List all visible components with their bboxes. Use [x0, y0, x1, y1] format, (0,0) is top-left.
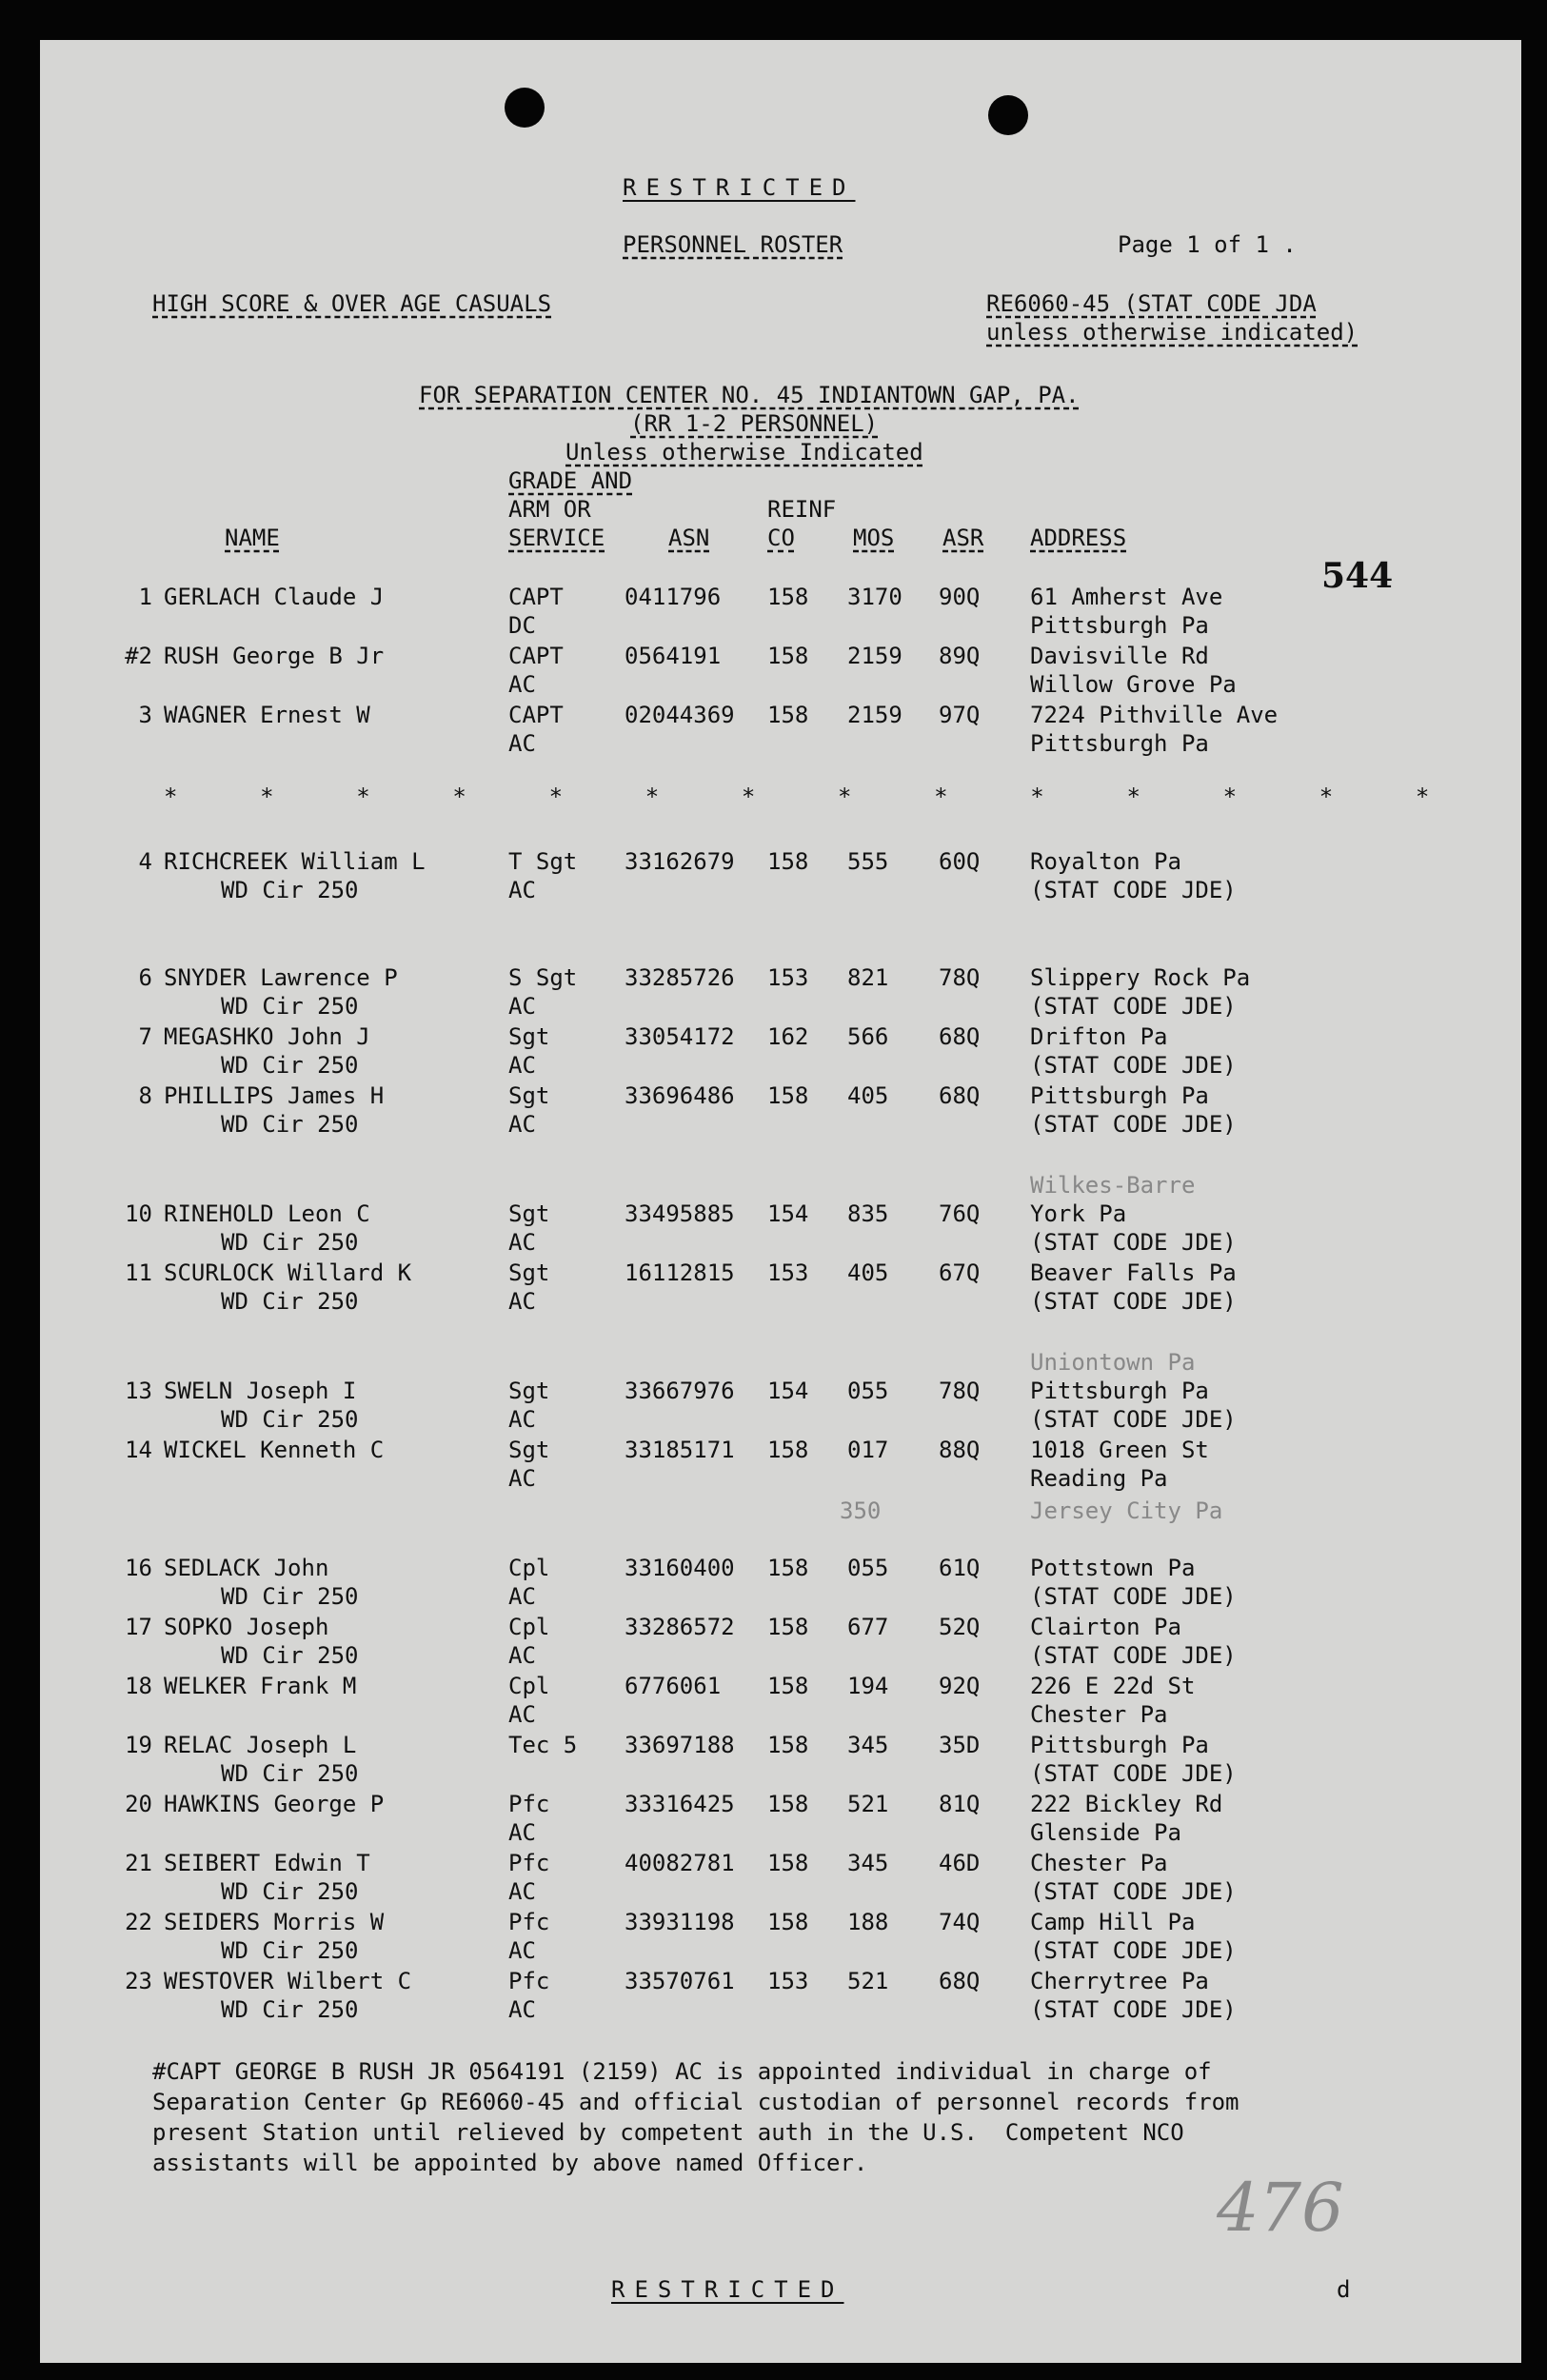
row-mos: 521 — [847, 1968, 889, 1994]
row-asn: 02044369 — [625, 702, 735, 728]
row-addr1: Pittsburgh Pa — [1030, 1378, 1209, 1404]
row-addr2: (STAT CODE JDE) — [1030, 1052, 1237, 1079]
row-name: SWELN Joseph I — [164, 1378, 357, 1404]
row-grade: Cpl — [508, 1555, 550, 1581]
row-asr: 68Q — [939, 1082, 981, 1109]
row-asn: 33286572 — [625, 1614, 735, 1640]
row-name: RINEHOLD Leon C — [164, 1200, 370, 1227]
faint-fragment: 350 — [840, 1497, 882, 1524]
row-arm: AC — [508, 1701, 536, 1728]
col-reinf-1: REINF — [767, 496, 837, 523]
row-no: 3 — [138, 702, 152, 728]
separator-stars: * * * * * * * * * * * * * * — [164, 783, 1430, 810]
handwritten-number: 476 — [1217, 2169, 1344, 2247]
row-arm: AC — [508, 1111, 536, 1138]
row-addr2: (STAT CODE JDE) — [1030, 993, 1237, 1020]
col-name: NAME — [225, 525, 280, 551]
row-no: 20 — [125, 1791, 152, 1817]
row-mos: 345 — [847, 1850, 889, 1876]
row-name: WAGNER Ernest W — [164, 702, 370, 728]
row-name2: WD Cir 250 — [221, 1642, 359, 1669]
row-co: 158 — [767, 1614, 809, 1640]
row-addr1: Chester Pa — [1030, 1850, 1168, 1876]
row-name2: WD Cir 250 — [221, 1288, 359, 1315]
row-addr2: (STAT CODE JDE) — [1030, 1229, 1237, 1256]
row-grade: Pfc — [508, 1791, 550, 1817]
row-arm: AC — [508, 1937, 536, 1964]
row-mos: 055 — [847, 1555, 889, 1581]
row-addr2: Chester Pa — [1030, 1701, 1168, 1728]
unless-line: Unless otherwise Indicated — [565, 439, 923, 466]
row-name: SNYDER Lawrence P — [164, 964, 398, 991]
row-asn: 33667976 — [625, 1378, 735, 1404]
row-addr1: Pittsburgh Pa — [1030, 1732, 1209, 1758]
row-addr1: 1018 Green St — [1030, 1437, 1209, 1463]
row-co: 158 — [767, 1850, 809, 1876]
row-no: 19 — [125, 1732, 152, 1758]
row-no: 4 — [138, 848, 152, 875]
row-asr: 97Q — [939, 702, 981, 728]
row-addr2: (STAT CODE JDE) — [1030, 1583, 1237, 1610]
row-name2: WD Cir 250 — [221, 1052, 359, 1079]
faint-fragment: Uniontown Pa — [1030, 1349, 1196, 1376]
stamp-number: 544 — [1321, 556, 1394, 596]
row-mos: 405 — [847, 1259, 889, 1286]
row-addr2: Reading Pa — [1030, 1465, 1168, 1492]
row-name: MEGASHKO John J — [164, 1023, 370, 1050]
page-letter: d — [1337, 2276, 1351, 2303]
row-addr2: (STAT CODE JDE) — [1030, 1937, 1237, 1964]
row-addr2: (STAT CODE JDE) — [1030, 1288, 1237, 1315]
row-co: 154 — [767, 1200, 809, 1227]
row-grade: Sgt — [508, 1023, 550, 1050]
row-addr1: Royalton Pa — [1030, 848, 1181, 875]
row-asn: 33495885 — [625, 1200, 735, 1227]
unit-right-1: RE6060-45 (STAT CODE JDA — [986, 290, 1317, 317]
punch-hole — [988, 95, 1028, 135]
row-grade: CAPT — [508, 584, 564, 610]
row-arm: AC — [508, 1642, 536, 1669]
row-co: 158 — [767, 1555, 809, 1581]
row-no: 8 — [138, 1082, 152, 1109]
row-addr2: (STAT CODE JDE) — [1030, 1996, 1237, 2023]
faint-fragment: Wilkes-Barre — [1030, 1172, 1196, 1199]
row-co: 158 — [767, 1437, 809, 1463]
row-grade: T Sgt — [508, 848, 578, 875]
row-addr1: Davisville Rd — [1030, 643, 1209, 669]
row-mos: 3170 — [847, 584, 902, 610]
row-asr: 78Q — [939, 964, 981, 991]
row-addr2: Pittsburgh Pa — [1030, 730, 1209, 757]
row-grade: Pfc — [508, 1850, 550, 1876]
document-page — [40, 40, 1521, 2363]
row-co: 153 — [767, 1968, 809, 1994]
row-name: RELAC Joseph L — [164, 1732, 357, 1758]
row-name: SOPKO Joseph — [164, 1614, 329, 1640]
row-addr2: Glenside Pa — [1030, 1819, 1181, 1846]
row-mos: 2159 — [847, 643, 902, 669]
row-arm: AC — [508, 1052, 536, 1079]
row-name2: WD Cir 250 — [221, 1583, 359, 1610]
row-grade: CAPT — [508, 702, 564, 728]
row-mos: 835 — [847, 1200, 889, 1227]
row-arm: AC — [508, 1878, 536, 1905]
row-grade: S Sgt — [508, 964, 578, 991]
row-name: PHILLIPS James H — [164, 1082, 385, 1109]
row-grade: Cpl — [508, 1673, 550, 1699]
row-no: 17 — [125, 1614, 152, 1640]
row-name: RICHCREEK William L — [164, 848, 426, 875]
unit-right-2: unless otherwise indicated) — [986, 319, 1359, 346]
row-no: 11 — [125, 1259, 152, 1286]
punch-hole — [505, 88, 545, 128]
row-addr2: (STAT CODE JDE) — [1030, 877, 1237, 903]
classification-top: RESTRICTED — [623, 174, 856, 201]
row-asn: 33185171 — [625, 1437, 735, 1463]
faint-fragment: Jersey City Pa — [1030, 1497, 1223, 1524]
row-asr: 52Q — [939, 1614, 981, 1640]
row-arm: AC — [508, 993, 536, 1020]
row-grade: Sgt — [508, 1082, 550, 1109]
row-co: 158 — [767, 584, 809, 610]
row-name: WICKEL Kenneth C — [164, 1437, 385, 1463]
footnote-line-3: present Station until relieved by competent auth in the U.S. Competent NCO — [152, 2119, 1184, 2146]
row-asr: 81Q — [939, 1791, 981, 1817]
row-asr: 68Q — [939, 1968, 981, 1994]
row-asr: 74Q — [939, 1909, 981, 1935]
row-no: #2 — [125, 643, 152, 669]
row-asn: 33316425 — [625, 1791, 735, 1817]
row-arm: AC — [508, 1288, 536, 1315]
row-arm: AC — [508, 671, 536, 698]
row-asn: 6776061 — [625, 1673, 722, 1699]
row-addr2: Willow Grove Pa — [1030, 671, 1237, 698]
row-asn: 33931198 — [625, 1909, 735, 1935]
row-addr1: Drifton Pa — [1030, 1023, 1168, 1050]
row-addr1: Pottstown Pa — [1030, 1555, 1196, 1581]
row-addr1: York Pa — [1030, 1200, 1127, 1227]
row-co: 158 — [767, 1791, 809, 1817]
row-name2: WD Cir 250 — [221, 993, 359, 1020]
row-addr2: (STAT CODE JDE) — [1030, 1406, 1237, 1433]
rr-line: (RR 1-2 PERSONNEL) — [630, 410, 879, 437]
row-arm: AC — [508, 1996, 536, 2023]
row-asn: 33570761 — [625, 1968, 735, 1994]
row-addr1: Camp Hill Pa — [1030, 1909, 1196, 1935]
row-asr: 35D — [939, 1732, 981, 1758]
row-arm: AC — [508, 1406, 536, 1433]
row-asr: 92Q — [939, 1673, 981, 1699]
row-name: RUSH George B Jr — [164, 643, 385, 669]
row-arm: AC — [508, 1819, 536, 1846]
col-asr: ASR — [942, 525, 984, 551]
footnote-line-2: Separation Center Gp RE6060-45 and official custodian of personnel records from — [152, 2089, 1240, 2115]
row-no: 1 — [138, 584, 152, 610]
row-name2: WD Cir 250 — [221, 1760, 359, 1787]
row-addr1: 7224 Pithville Ave — [1030, 702, 1279, 728]
row-asr: 76Q — [939, 1200, 981, 1227]
row-no: 16 — [125, 1555, 152, 1581]
row-grade: Pfc — [508, 1968, 550, 1994]
row-no: 6 — [138, 964, 152, 991]
row-arm: AC — [508, 877, 536, 903]
row-mos: 821 — [847, 964, 889, 991]
row-asn: 33054172 — [625, 1023, 735, 1050]
row-name2: WD Cir 250 — [221, 1111, 359, 1138]
page-indicator: Page 1 of 1 . — [1118, 231, 1297, 258]
row-name2: WD Cir 250 — [221, 1996, 359, 2023]
row-asn: 40082781 — [625, 1850, 735, 1876]
row-asr: 89Q — [939, 643, 981, 669]
row-asn: 0564191 — [625, 643, 722, 669]
row-addr2: Pittsburgh Pa — [1030, 612, 1209, 639]
row-name: WELKER Frank M — [164, 1673, 357, 1699]
row-name: WESTOVER Wilbert C — [164, 1968, 412, 1994]
row-grade: Pfc — [508, 1909, 550, 1935]
row-mos: 055 — [847, 1378, 889, 1404]
row-addr1: Clairton Pa — [1030, 1614, 1181, 1640]
row-co: 154 — [767, 1378, 809, 1404]
row-co: 158 — [767, 848, 809, 875]
row-mos: 566 — [847, 1023, 889, 1050]
row-co: 153 — [767, 1259, 809, 1286]
row-no: 7 — [138, 1023, 152, 1050]
row-co: 158 — [767, 1732, 809, 1758]
row-mos: 677 — [847, 1614, 889, 1640]
col-co: CO — [767, 525, 795, 551]
row-no: 23 — [125, 1968, 152, 1994]
row-addr1: 226 E 22d St — [1030, 1673, 1196, 1699]
row-co: 158 — [767, 702, 809, 728]
row-co: 162 — [767, 1023, 809, 1050]
row-no: 22 — [125, 1909, 152, 1935]
col-grade-2: ARM OR — [508, 496, 591, 523]
row-name2: WD Cir 250 — [221, 877, 359, 903]
row-name: SEIDERS Morris W — [164, 1909, 385, 1935]
col-mos: MOS — [853, 525, 895, 551]
roster-title: PERSONNEL ROSTER — [623, 231, 843, 258]
row-no: 13 — [125, 1378, 152, 1404]
row-grade: Cpl — [508, 1614, 550, 1640]
row-no: 10 — [125, 1200, 152, 1227]
row-name: HAWKINS George P — [164, 1791, 385, 1817]
row-asn: 0411796 — [625, 584, 722, 610]
row-asr: 68Q — [939, 1023, 981, 1050]
row-grade: Sgt — [508, 1200, 550, 1227]
row-name: SCURLOCK Willard K — [164, 1259, 412, 1286]
row-co: 158 — [767, 643, 809, 669]
row-co: 158 — [767, 1909, 809, 1935]
row-arm: AC — [508, 1229, 536, 1256]
row-arm: AC — [508, 1583, 536, 1610]
row-asr: 88Q — [939, 1437, 981, 1463]
row-mos: 521 — [847, 1791, 889, 1817]
row-asn: 33697188 — [625, 1732, 735, 1758]
row-asr: 61Q — [939, 1555, 981, 1581]
col-address: ADDRESS — [1030, 525, 1127, 551]
row-grade: Tec 5 — [508, 1732, 578, 1758]
row-no: 14 — [125, 1437, 152, 1463]
row-addr2: (STAT CODE JDE) — [1030, 1642, 1237, 1669]
col-asn: ASN — [668, 525, 710, 551]
row-no: 18 — [125, 1673, 152, 1699]
row-name: GERLACH Claude J — [164, 584, 385, 610]
row-addr1: 222 Bickley Rd — [1030, 1791, 1223, 1817]
row-mos: 405 — [847, 1082, 889, 1109]
row-addr1: Cherrytree Pa — [1030, 1968, 1209, 1994]
row-no: 21 — [125, 1850, 152, 1876]
row-arm: DC — [508, 612, 536, 639]
row-asr: 46D — [939, 1850, 981, 1876]
row-name2: WD Cir 250 — [221, 1406, 359, 1433]
row-co: 153 — [767, 964, 809, 991]
separation-center-line: FOR SEPARATION CENTER NO. 45 INDIANTOWN GAP, PA. — [419, 382, 1080, 408]
row-asn: 33160400 — [625, 1555, 735, 1581]
footnote-line-1: #CAPT GEORGE B RUSH JR 0564191 (2159) AC is appointed individual in charge of — [152, 2058, 1212, 2085]
row-addr2: (STAT CODE JDE) — [1030, 1878, 1237, 1905]
row-arm: AC — [508, 730, 536, 757]
row-mos: 194 — [847, 1673, 889, 1699]
classification-bottom: RESTRICTED — [611, 2276, 844, 2303]
unit-left: HIGH SCORE & OVER AGE CASUALS — [152, 290, 552, 317]
row-arm: AC — [508, 1465, 536, 1492]
row-mos: 345 — [847, 1732, 889, 1758]
row-grade: Sgt — [508, 1437, 550, 1463]
row-asn: 16112815 — [625, 1259, 735, 1286]
row-grade: CAPT — [508, 643, 564, 669]
row-asr: 67Q — [939, 1259, 981, 1286]
row-grade: Sgt — [508, 1378, 550, 1404]
row-name2: WD Cir 250 — [221, 1937, 359, 1964]
row-asr: 90Q — [939, 584, 981, 610]
row-mos: 2159 — [847, 702, 902, 728]
footnote-line-4: assistants will be appointed by above named Officer. — [152, 2150, 868, 2176]
row-co: 158 — [767, 1082, 809, 1109]
row-mos: 017 — [847, 1437, 889, 1463]
row-asn: 33696486 — [625, 1082, 735, 1109]
row-asn: 33162679 — [625, 848, 735, 875]
row-asn: 33285726 — [625, 964, 735, 991]
row-addr1: Slippery Rock Pa — [1030, 964, 1251, 991]
row-addr2: (STAT CODE JDE) — [1030, 1760, 1237, 1787]
col-grade-3: SERVICE — [508, 525, 605, 551]
row-name: SEIBERT Edwin T — [164, 1850, 370, 1876]
row-name: SEDLACK John — [164, 1555, 329, 1581]
row-name2: WD Cir 250 — [221, 1229, 359, 1256]
row-co: 158 — [767, 1673, 809, 1699]
row-mos: 555 — [847, 848, 889, 875]
row-grade: Sgt — [508, 1259, 550, 1286]
row-addr1: Pittsburgh Pa — [1030, 1082, 1209, 1109]
row-addr1: 61 Amherst Ave — [1030, 584, 1223, 610]
row-asr: 60Q — [939, 848, 981, 875]
row-addr1: Beaver Falls Pa — [1030, 1259, 1237, 1286]
col-grade-1: GRADE AND — [508, 467, 633, 494]
row-name2: WD Cir 250 — [221, 1878, 359, 1905]
row-asr: 78Q — [939, 1378, 981, 1404]
row-mos: 188 — [847, 1909, 889, 1935]
row-addr2: (STAT CODE JDE) — [1030, 1111, 1237, 1138]
